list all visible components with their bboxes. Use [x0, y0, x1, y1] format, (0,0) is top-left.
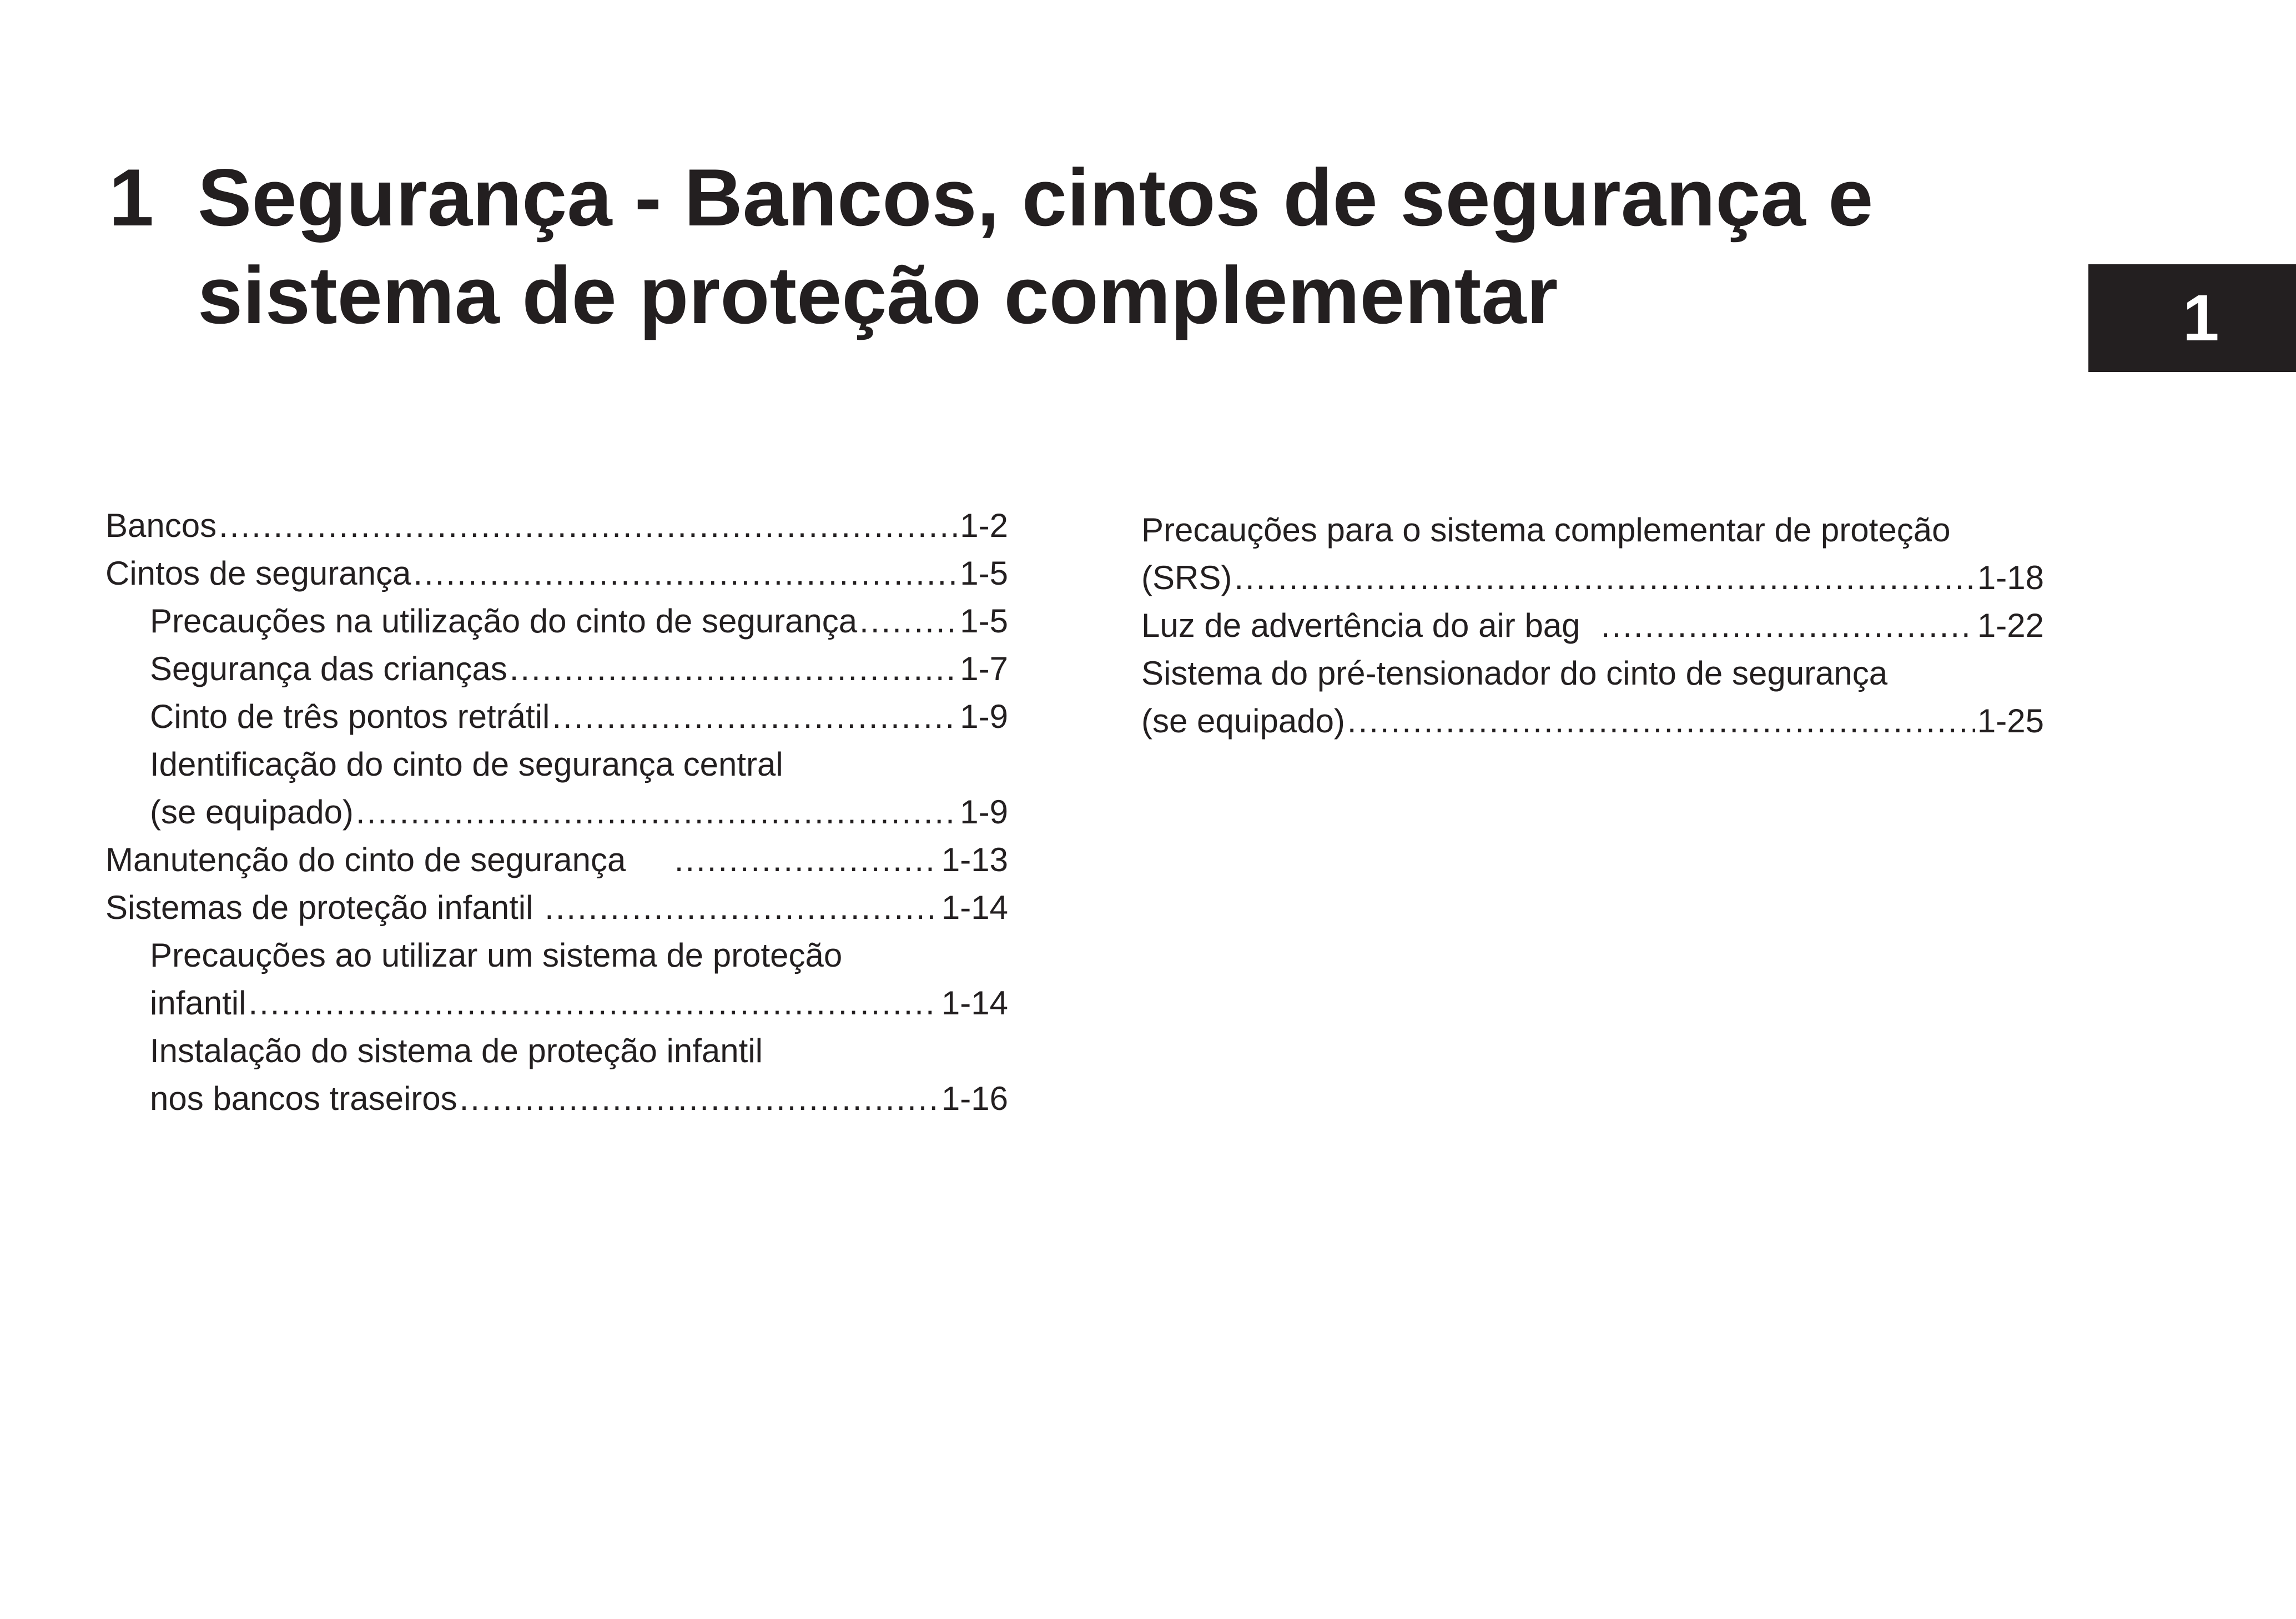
- toc-right-column: [1141, 506, 2044, 745]
- toc-entry-label: Sistemas de proteção infantil: [105, 889, 543, 926]
- toc-entry-precaucoes-sistema-protecao-infantil[interactable]: [105, 932, 1008, 1027]
- toc-entry-pre-tensionador[interactable]: [1141, 650, 2044, 745]
- toc-entry-page: 1-14: [941, 984, 1008, 1022]
- toc-entry-page: 1-25: [1977, 702, 2044, 740]
- toc-leader-dots: [1601, 602, 1975, 650]
- toc-entry-page: 1-9: [960, 698, 1008, 735]
- toc-leader-dots: [674, 836, 939, 884]
- toc-entry-page: 1-9: [960, 793, 1008, 831]
- chapter-title-line-2: sistema de proteção complementar: [198, 250, 1558, 340]
- toc-leader-dots: [413, 550, 958, 597]
- toc-entry-first-line: Identificação do cinto de segurança central: [150, 746, 783, 783]
- toc-leader-dots: [219, 502, 958, 550]
- toc-entry-luz-advertencia-air-bag[interactable]: [1141, 602, 2044, 650]
- toc-entry-label: Cinto de três pontos retrátil: [150, 698, 550, 735]
- toc-leader-dots: [545, 884, 939, 932]
- toc-entry-first-line: Precauções ao utilizar um sistema de proteção: [150, 937, 843, 974]
- toc-entry-page: 1-14: [941, 889, 1008, 926]
- toc-entry-sistemas-protecao-infantil[interactable]: [105, 884, 1008, 932]
- toc-left-column: [105, 502, 1008, 1123]
- toc-entry-label: (se equipado): [1141, 702, 1345, 740]
- chapter-title-line-1: Segurança - Bancos, cintos de segurança e: [198, 152, 1874, 243]
- toc-entry-page: 1-18: [1977, 559, 2044, 596]
- toc-entry-first-line: Instalação do sistema de proteção infantil: [150, 1032, 763, 1069]
- toc-leader-dots: [859, 597, 958, 645]
- toc-entry-label: Precauções na utilização do cinto de segurança: [150, 602, 858, 640]
- toc-leader-dots: [1234, 554, 1975, 602]
- toc-leader-dots: [460, 1075, 939, 1123]
- toc-entry-identificacao-cinto-central[interactable]: [105, 741, 1008, 836]
- toc-leader-dots: [356, 788, 958, 836]
- toc-entry-seguranca-criancas[interactable]: [105, 645, 1008, 693]
- toc-entry-instalacao-sistema-protecao-infantil[interactable]: [105, 1027, 1008, 1123]
- toc-leader-dots: [510, 645, 958, 693]
- toc-entry-cinto-tres-pontos[interactable]: [105, 693, 1008, 741]
- toc-entry-page: 1-13: [941, 841, 1008, 878]
- toc-entry-label: (se equipado): [150, 793, 354, 831]
- toc-entry-label: Manutenção do cinto de segurança: [105, 841, 672, 878]
- toc-entry-first-line: Sistema do pré-tensionador do cinto de segurança: [1141, 655, 1888, 692]
- chapter-title: [198, 149, 2046, 344]
- toc-entry-label: Bancos: [105, 507, 217, 544]
- toc-entry-page: 1-7: [960, 650, 1008, 687]
- toc-entry-label: Segurança das crianças: [150, 650, 507, 687]
- toc-entry-page: 1-5: [960, 602, 1008, 640]
- toc-entry-precaucoes-srs[interactable]: [1141, 506, 2044, 602]
- toc-entry-label: Cintos de segurança: [105, 555, 411, 592]
- toc-leader-dots: [248, 979, 939, 1027]
- toc-entry-page: 1-2: [960, 507, 1008, 544]
- toc-entry-first-line: Precauções para o sistema complementar de proteção: [1141, 511, 1951, 549]
- toc-leader-dots: [1347, 697, 1975, 745]
- toc-entry-label: infantil: [150, 984, 246, 1022]
- toc-entry-manutencao-cinto[interactable]: [105, 836, 1008, 884]
- toc-entry-label: (SRS): [1141, 559, 1232, 596]
- toc-entry-precaucoes-utilizacao-cinto[interactable]: [105, 597, 1008, 645]
- chapter-side-tab: [2088, 264, 2296, 372]
- toc-entry-cintos-de-seguranca[interactable]: [105, 550, 1008, 597]
- toc-entry-label: Luz de advertência do air bag: [1141, 607, 1599, 644]
- chapter-side-tab-label: 1: [2183, 281, 2219, 355]
- toc-entry-page: 1-22: [1977, 607, 2044, 644]
- toc-entry-page: 1-5: [960, 555, 1008, 592]
- toc-entry-page: 1-16: [941, 1080, 1008, 1117]
- toc-entry-bancos[interactable]: [105, 502, 1008, 550]
- toc-entry-label: nos bancos traseiros: [150, 1080, 457, 1117]
- chapter-heading: [109, 149, 2052, 344]
- toc-leader-dots: [552, 693, 958, 741]
- chapter-number: 1: [109, 152, 154, 243]
